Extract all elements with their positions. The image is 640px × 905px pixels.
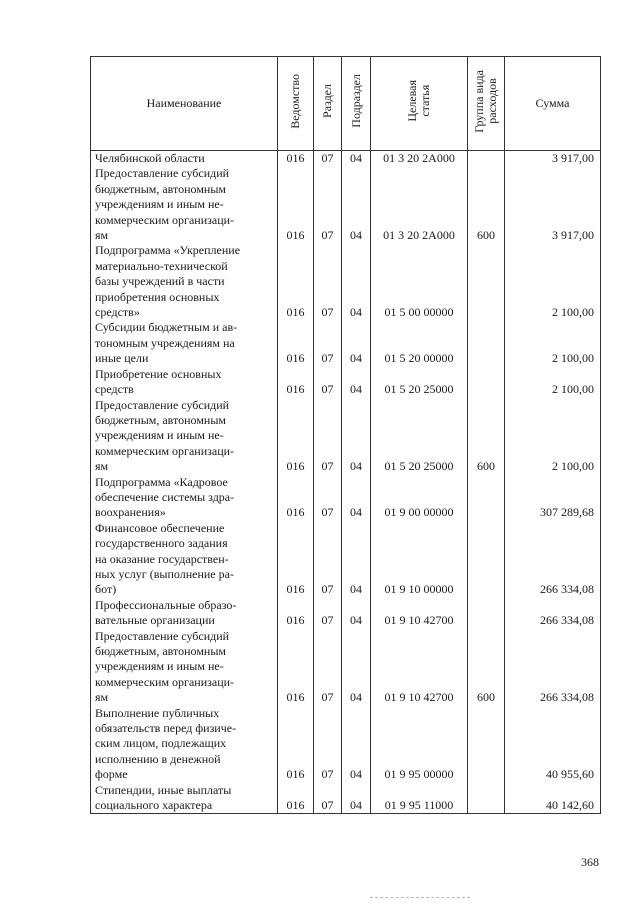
table-row (91, 475, 601, 521)
row-name (91, 783, 278, 814)
row-expense-group (468, 783, 505, 814)
budget-table (90, 56, 601, 814)
row-name-text: Выполнение публичных обязательств перед физиче- ским лицом, подлежащих исполнению в денежной форме (95, 705, 237, 782)
row-expense-group (468, 243, 505, 320)
row-amount: 266 334,08 (505, 521, 601, 598)
header-expense-group (468, 57, 505, 151)
row-department: 016 (278, 521, 314, 598)
header-subsection-label: Подраздел (348, 74, 363, 129)
header-target-article-label: Целевая статья (405, 80, 432, 123)
row-expense-group (468, 367, 505, 398)
row-name-text: Профессиональные образо- вательные организации (95, 597, 237, 628)
header-target-article (371, 57, 468, 151)
table-row (91, 521, 601, 598)
row-section: 07 (314, 629, 342, 706)
row-amount: 266 334,08 (505, 598, 601, 629)
page-number: 368 (581, 855, 599, 869)
row-department: 016 (278, 243, 314, 320)
row-expense-group (468, 706, 505, 783)
row-name (91, 166, 278, 243)
row-name-text: Подпрограмма «Кадровое обеспечение системы здра- воохранения» (95, 474, 235, 520)
row-name (91, 398, 278, 475)
row-subsection: 04 (342, 783, 371, 814)
table-row (91, 367, 601, 398)
row-name-text: Челябинской области (95, 151, 205, 165)
header-department-label: Ведомство (288, 73, 302, 129)
row-name (91, 629, 278, 706)
row-expense-group (468, 320, 505, 366)
header-name: Наименование (91, 57, 278, 151)
table-row (91, 706, 601, 783)
row-name-text: Предоставление субсидий бюджетным, автономным учреждениям и иным не- коммерческим организаци- ям (95, 397, 235, 474)
row-section: 07 (314, 521, 342, 598)
row-section: 07 (314, 598, 342, 629)
row-name (91, 367, 278, 398)
row-name-text: Предоставление субсидий бюджетным, автономным учреждениям и иным не- коммерческим организаци- ям (95, 628, 235, 705)
table-row (91, 166, 601, 243)
table-row (91, 398, 601, 475)
row-department: 016 (278, 398, 314, 475)
row-amount: 2 100,00 (505, 243, 601, 320)
row-amount: 2 100,00 (505, 367, 601, 398)
row-subsection: 04 (342, 320, 371, 366)
row-expense-group: 600 (468, 398, 505, 475)
row-amount: 266 334,08 (505, 629, 601, 706)
row-target-article: 01 5 20 25000 (371, 367, 468, 398)
row-amount: 40 955,60 (505, 706, 601, 783)
row-name-text: Субсидии бюджетным и ав- тономным учреждениям на иные цели (95, 320, 238, 366)
row-name (91, 151, 278, 167)
header-department (278, 57, 314, 151)
table-row (91, 629, 601, 706)
row-subsection: 04 (342, 598, 371, 629)
row-name (91, 320, 278, 366)
row-department: 016 (278, 320, 314, 366)
row-subsection: 04 (342, 151, 371, 167)
row-target-article: 01 3 20 2A000 (371, 151, 468, 167)
row-name-text: Финансовое обеспечение государственного задания на оказание государствен- ных услуг (выполнение ра- бот) (95, 520, 234, 597)
row-expense-group (468, 521, 505, 598)
table-row (91, 151, 601, 167)
row-target-article: 01 5 00 00000 (371, 243, 468, 320)
row-name (91, 598, 278, 629)
row-subsection: 04 (342, 521, 371, 598)
row-target-article: 01 9 95 00000 (371, 706, 468, 783)
row-expense-group (468, 475, 505, 521)
row-department: 016 (278, 367, 314, 398)
row-target-article: 01 3 20 2A000 (371, 166, 468, 243)
row-subsection: 04 (342, 706, 371, 783)
row-section: 07 (314, 367, 342, 398)
table-row (91, 598, 601, 629)
row-department: 016 (278, 598, 314, 629)
row-amount: 3 917,00 (505, 166, 601, 243)
header-amount: Сумма (505, 57, 601, 151)
row-section: 07 (314, 320, 342, 366)
row-target-article: 01 9 10 42700 (371, 598, 468, 629)
row-section: 07 (314, 151, 342, 167)
row-subsection: 04 (342, 398, 371, 475)
row-department: 016 (278, 166, 314, 243)
row-amount: 40 142,60 (505, 783, 601, 814)
row-name (91, 243, 278, 320)
row-subsection: 04 (342, 166, 371, 243)
header-section (314, 57, 342, 151)
footer-rule (370, 897, 470, 898)
row-section: 07 (314, 243, 342, 320)
row-section: 07 (314, 398, 342, 475)
row-expense-group: 600 (468, 166, 505, 243)
row-department: 016 (278, 783, 314, 814)
header-expense-group-label: Группа вида расходов (472, 69, 499, 133)
row-expense-group (468, 598, 505, 629)
row-name-text: Приобретение основных средств (95, 366, 222, 397)
row-name (91, 521, 278, 598)
row-section: 07 (314, 166, 342, 243)
row-name-text: Подпрограмма «Укрепление материально-технической базы учреждений в части приобретения основных средств» (95, 243, 241, 320)
row-department: 016 (278, 706, 314, 783)
row-department: 016 (278, 629, 314, 706)
row-target-article: 01 9 10 42700 (371, 629, 468, 706)
row-department: 016 (278, 151, 314, 167)
row-name (91, 475, 278, 521)
row-amount: 307 289,68 (505, 475, 601, 521)
row-target-article: 01 9 10 00000 (371, 521, 468, 598)
row-section: 07 (314, 475, 342, 521)
header-subsection (342, 57, 371, 151)
row-target-article: 01 5 20 25000 (371, 398, 468, 475)
row-amount: 3 917,00 (505, 151, 601, 167)
row-target-article: 01 9 95 11000 (371, 783, 468, 814)
row-subsection: 04 (342, 367, 371, 398)
row-expense-group (468, 151, 505, 167)
header-section-label: Раздел (320, 84, 334, 119)
row-subsection: 04 (342, 629, 371, 706)
row-name (91, 706, 278, 783)
row-section: 07 (314, 783, 342, 814)
table-row (91, 320, 601, 366)
header-row (91, 57, 601, 151)
row-amount: 2 100,00 (505, 398, 601, 475)
row-subsection: 04 (342, 243, 371, 320)
row-name-text: Предоставление субсидий бюджетным, автономным учреждениям и иным не- коммерческим организаци- ям (95, 166, 235, 243)
row-name-text: Стипендии, иные выплаты социального характера (95, 782, 232, 813)
table-row (91, 783, 601, 814)
row-department: 016 (278, 475, 314, 521)
row-target-article: 01 5 20 00000 (371, 320, 468, 366)
table-row (91, 243, 601, 320)
row-amount: 2 100,00 (505, 320, 601, 366)
row-expense-group: 600 (468, 629, 505, 706)
row-subsection: 04 (342, 475, 371, 521)
row-target-article: 01 9 00 00000 (371, 475, 468, 521)
row-section: 07 (314, 706, 342, 783)
